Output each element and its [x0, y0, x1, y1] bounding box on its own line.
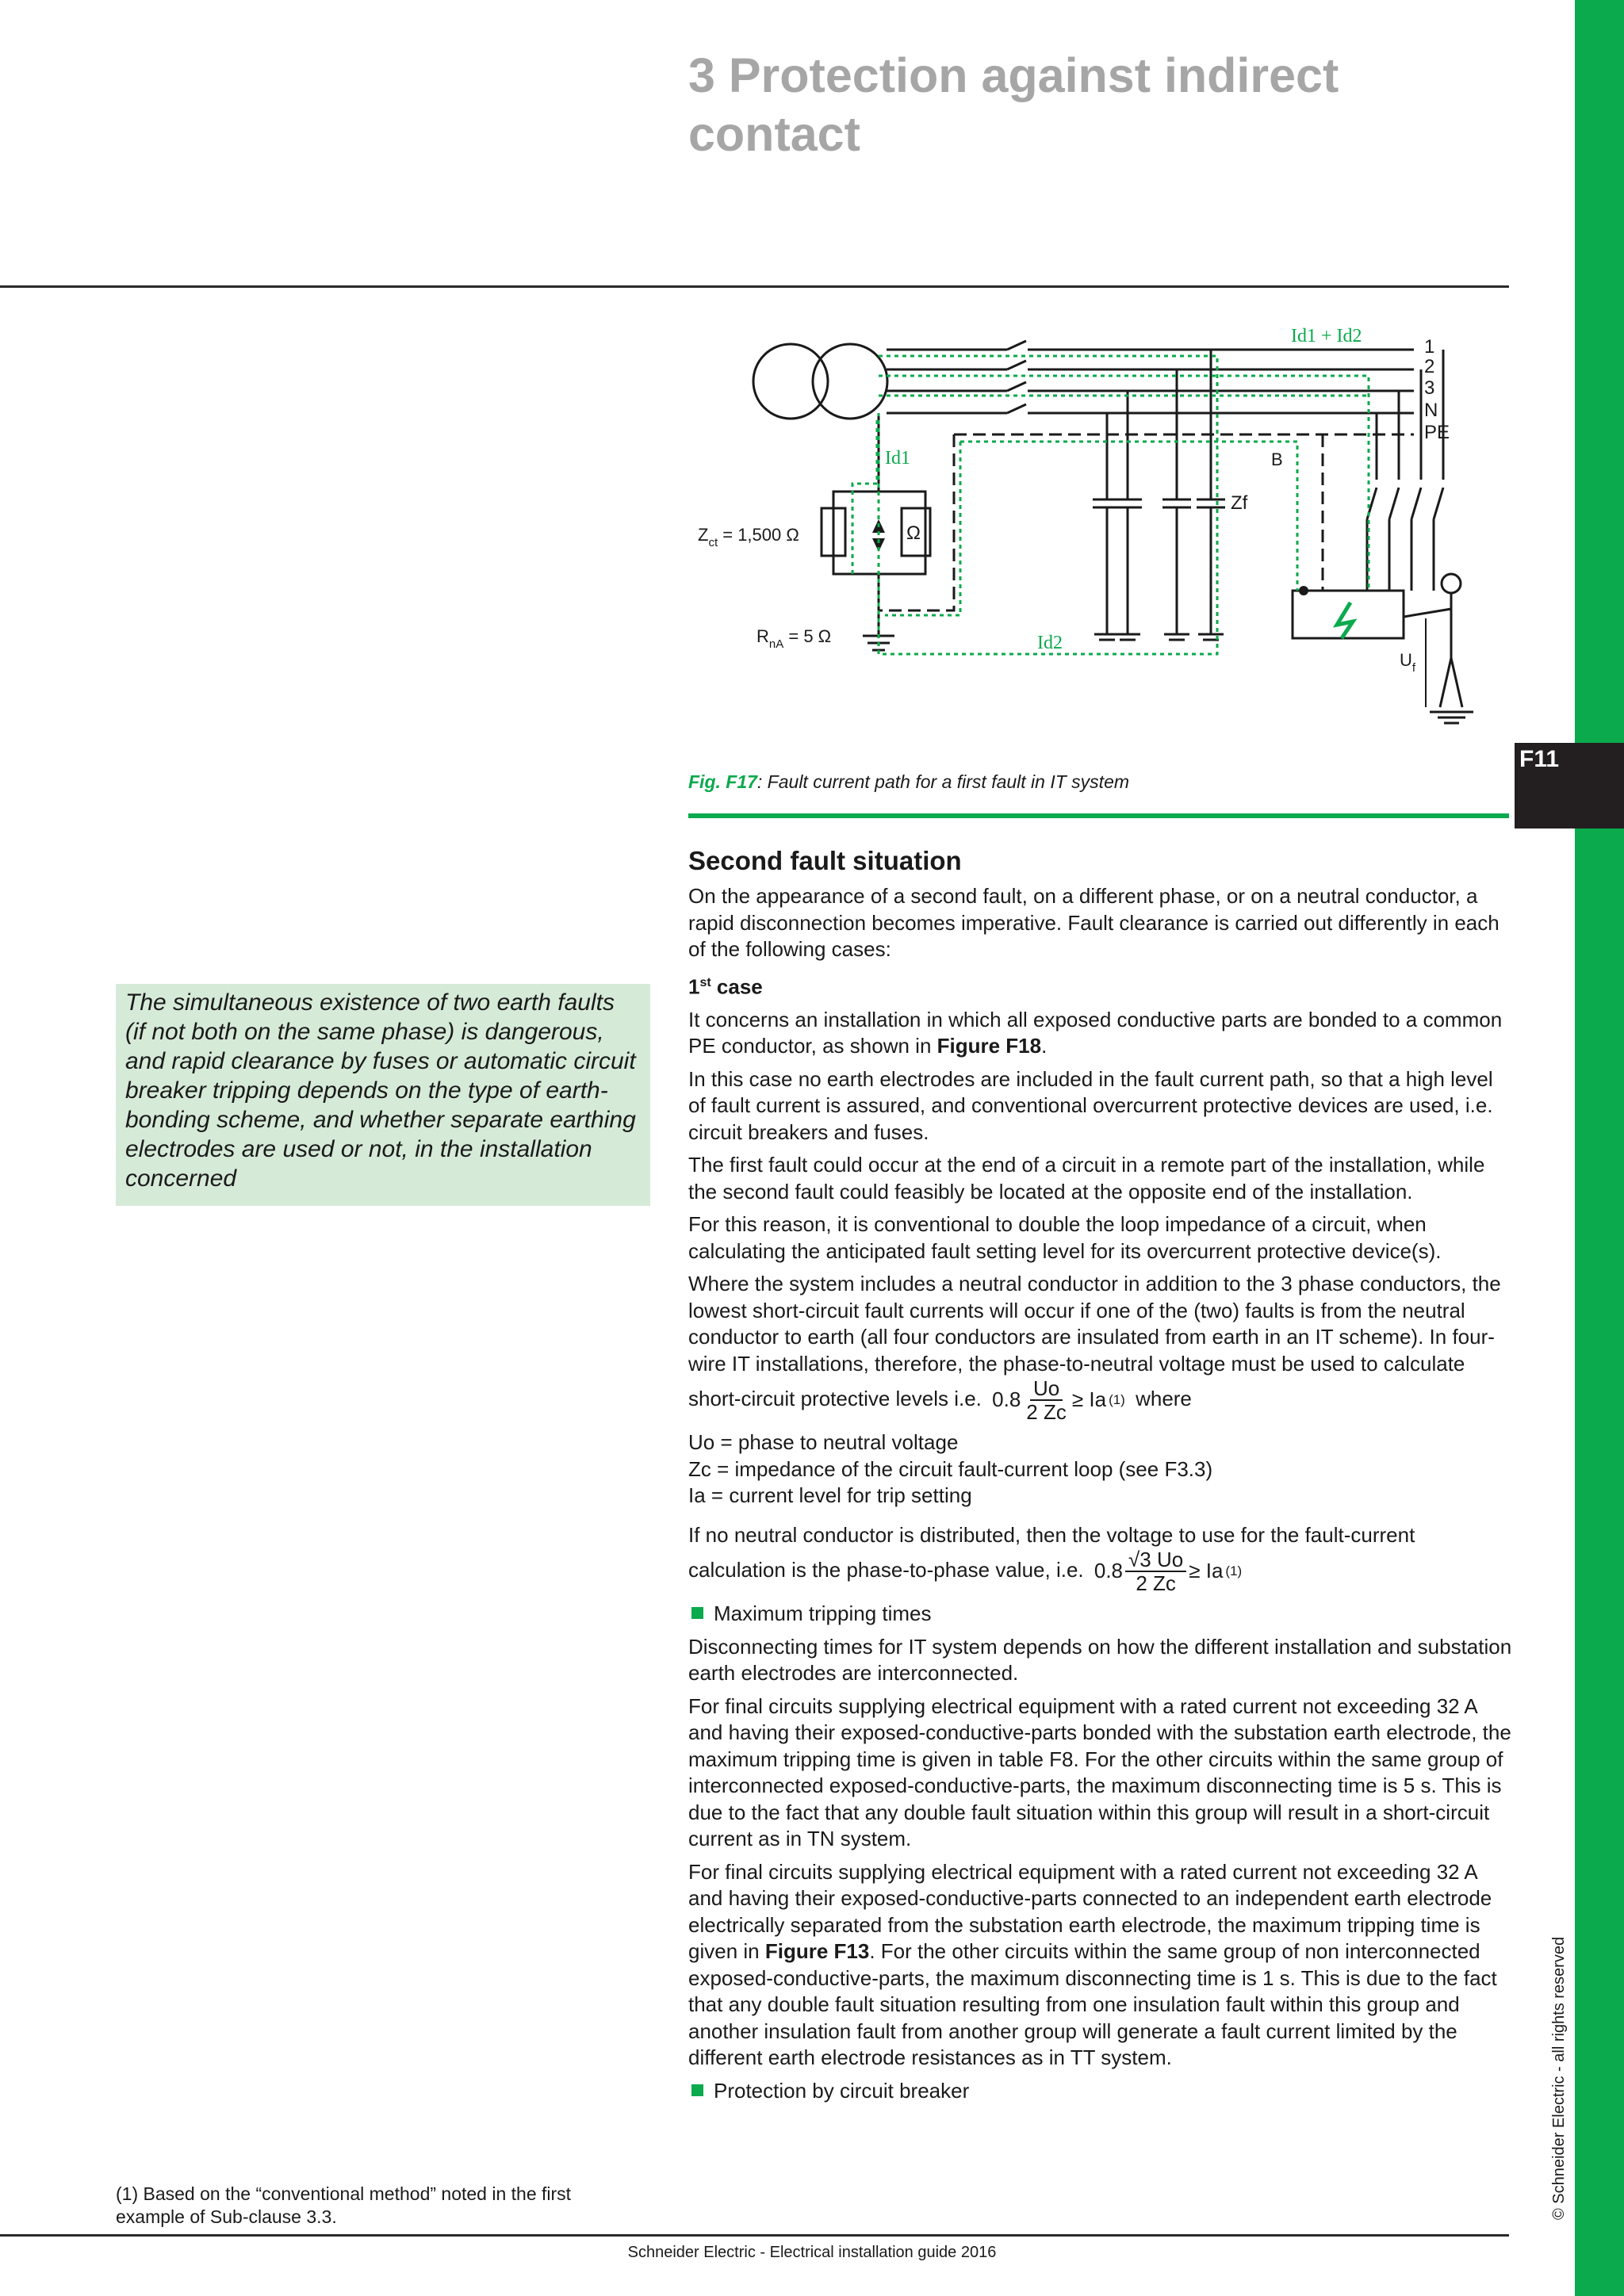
- it-system-fault-diagram: [688, 317, 1513, 745]
- label-phase-2: 2: [1424, 356, 1435, 377]
- figure-f18-reference: Figure F18: [936, 1034, 1042, 1058]
- figure-label: Fig. F17: [688, 771, 757, 792]
- label-neutral: N: [1424, 400, 1438, 421]
- transformer-secondary-coil: [813, 344, 887, 419]
- figure-caption: [688, 771, 1129, 793]
- figure-f13-reference: Figure F13: [764, 1939, 870, 1964]
- label-id1: Id1: [885, 448, 910, 469]
- fault-point-b: [1299, 586, 1308, 595]
- bullet-square-icon: [691, 2084, 703, 2096]
- bullet-max-tripping-times: Maximum tripping times: [688, 1601, 1513, 1628]
- side-color-bar: [1575, 0, 1624, 2296]
- section-heading: Second fault situation: [688, 846, 962, 875]
- definition-zc: Zc = impedance of the circuit fault-current loop (see F3.3): [688, 1456, 1213, 1481]
- margin-note: The simultaneous existence of two earth faults (if not both on the same phase) is dangerous, and rapid clearance by fuses or automatic circuit breaker tripping depends on the type of earth-bonding scheme, and whether separate earthing electrodes are used or not, in the installation concerned: [116, 984, 650, 1206]
- leakage-capacitors: [1093, 499, 1225, 507]
- definition-ia: Ia = current level for trip setting: [688, 1483, 972, 1508]
- footnote: (1) Based on the “conventional method” noted in the first example of Sub-clause 3.3.: [116, 2183, 572, 2227]
- header-divider: [0, 285, 1509, 288]
- figure-caption-text: : Fault current path for a first fault in IT system: [756, 771, 1130, 792]
- paragraph-disconnecting-times: Disconnecting times for IT system depends on how the different installation and substation earth electrodes are interconnected.: [688, 1634, 1512, 1686]
- label-b: B: [1271, 450, 1283, 469]
- formula-phase-neutral: 0.8 $\frac{Uo}{2 Zc}$ ≥ Ia (1): [992, 1376, 1125, 1425]
- touching-person: [1404, 593, 1473, 723]
- label-id2: Id2: [1037, 633, 1063, 653]
- paragraph-separate-electrode: For final circuits supplying electrical equipment with a rated current not exceeding 32 A and having their exposed-conductive-parts connected to an independent earth electrode electrically separated from the substation earth electrode, the maximum tripping time is given in Figure F13. For the other circuits within the same group of non interconnected exposed-conductive-parts, the maximum disconnecting time is 1 s. This is due to the fact that any double fault situation resulting from one insulation fault within this group and another insulation fault from another group will generate a fault current limited by the different earth electrode resistances as in TT system.: [688, 1859, 1497, 2070]
- main-text-column: [688, 842, 1513, 2110]
- capacitor-earth-symbols: [1094, 634, 1224, 640]
- paragraph-loop-impedance: For this reason, it is conventional to double the loop impedance of a circuit, when calculating the anticipated fault setting level for its overcurrent protective device(s).: [688, 1212, 1442, 1263]
- page-footer: Schneider Electric - Electrical installation guide 2016: [627, 2244, 997, 2261]
- intro-paragraph: On the appearance of a second fault, on a different phase, or on a neutral conductor, a rapid disconnection becomes imperative. Fault clearance is carried out differently in each of the following cases:: [688, 884, 1500, 961]
- paragraph-no-electrodes: In this case no earth electrodes are included in the fault current path, so that a high level of fault current is assured, and conventional overcurrent protective devices are used, i.e. circuit breakers and fuses.: [688, 1066, 1493, 1144]
- person-head: [1442, 574, 1461, 593]
- variable-definitions: [688, 1429, 1513, 1510]
- formula-phase-phase: 0.8 $\frac{√3 Uo}{2 Zc}$ ≥ Ia (1): [1094, 1548, 1243, 1596]
- paragraph-common-pe: It concerns an installation in which all exposed conductive parts are bonded to a common PE conductor, as shown in Figure F18.: [688, 1007, 1503, 1058]
- label-pe: PE: [1424, 422, 1450, 443]
- label-id1-id2: Id1 + Id2: [1291, 326, 1362, 346]
- chapter-title: 3 Protection against indirect contact: [688, 48, 1339, 161]
- footer-divider: [0, 2234, 1509, 2237]
- case-heading: 1st case: [688, 974, 763, 999]
- paragraph-neutral-conductor: Where the system includes a neutral conductor in addition to the 3 phase conductors, the lowest short-circuit fault currents will occur if one of the (two) faults is from the neutral conductor to earth (all four conductors are insulated from earth in an IT scheme). In four-wire IT installations, therefore, the phase-to-neutral voltage must be used to calculate short-circuit protective levels i.e. 0.8 $\frac{Uo}{2 Zc}$ ≥ Ia (1) where: [688, 1272, 1501, 1425]
- label-rna: $R_{nA} = 5$ Ω: [756, 626, 832, 651]
- copyright-notice: © Schneider Electric - all rights reserved: [1550, 1936, 1568, 2220]
- definition-uo: Uo = phase to neutral voltage: [688, 1430, 959, 1455]
- caption-divider: [688, 813, 1509, 818]
- load-breaker-blades: [1367, 488, 1443, 519]
- label-omega: Ω: [906, 522, 921, 544]
- label-uf: $U_f$: [1400, 650, 1416, 675]
- bullet-square-icon: [691, 1607, 703, 1619]
- paragraph-bonded-circuits: For final circuits supplying electrical equipment with a rated current not exceeding 32 A and having their exposed-conductive-parts bonded with the substation earth electrode, the maximum tripping time is given in table F8. For the other circuits within the same group of interconnected exposed-conductive-parts, the maximum disconnecting time is 5 s. This is due to the fact that any double fault situation within this group will result in a short-circuit current as in TN system.: [688, 1693, 1511, 1851]
- paragraph-remote-fault: The first fault could occur at the end of a circuit in a remote part of the installation, while the second fault could feasibly be located at the opposite end of the installation.: [688, 1153, 1485, 1203]
- label-phase-1: 1: [1424, 336, 1435, 358]
- label-zct: $Z_{ct} = 1,500$ Ω: [698, 525, 799, 549]
- label-zf: Zf: [1231, 492, 1248, 514]
- transformer-primary-coil: [753, 344, 828, 419]
- label-phase-3: 3: [1424, 377, 1435, 399]
- fault-flash-icon: [1337, 603, 1353, 638]
- page-number-tab: F11: [1515, 743, 1624, 828]
- bullet-circuit-breaker: Protection by circuit breaker: [688, 2078, 1513, 2105]
- paragraph-no-neutral: If no neutral conductor is distributed, then the voltage to use for the fault-current calculation is the phase-to-phase value, i.e. 0.8 $\frac{√3 Uo}{2 Zc}$ ≥ Ia (1): [688, 1522, 1415, 1596]
